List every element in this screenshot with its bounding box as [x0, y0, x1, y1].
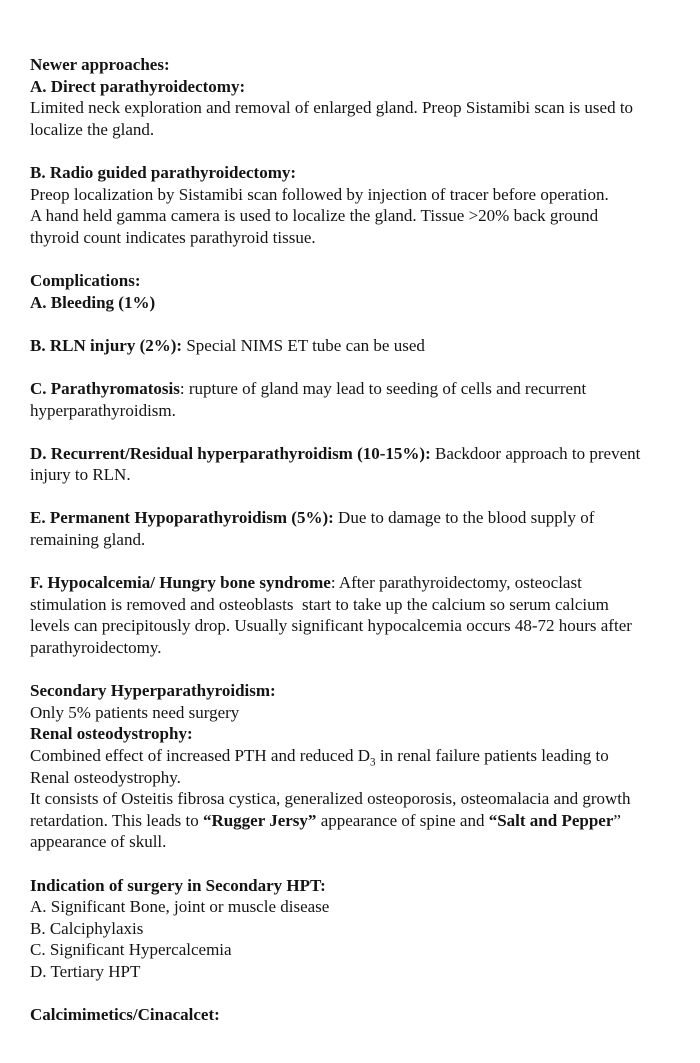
text-line [30, 205, 700, 227]
text-segment: in renal failure patients leading to [375, 746, 609, 765]
text-segment: C. Significant Hypercalcemia [30, 940, 232, 960]
text-line [30, 507, 700, 529]
text-line [30, 723, 700, 745]
text-segment-bold: E. Permanent Hypoparathyroidism (5%): [30, 508, 334, 528]
text-segment: injury to RLN. [30, 465, 131, 485]
text-line [30, 270, 700, 292]
text-segment: Special NIMS ET tube can be used [182, 335, 425, 355]
blank-line [30, 421, 700, 443]
blank-line [30, 659, 700, 681]
text-segment-bold: A. Bleeding (1%) [30, 292, 156, 312]
text-line [30, 227, 700, 249]
text-line [30, 961, 700, 983]
text-segment: It consists of Osteitis fibrosa cystica, generalized osteoporosis, osteomalacia and growth [30, 789, 631, 809]
text-line [30, 184, 700, 206]
text-segment: thyroid count indicates parathyroid tissue. [30, 227, 316, 247]
text-line [30, 443, 700, 465]
document-text-body [30, 54, 700, 1026]
text-segment-bold: Calcimimetics/Cinacalcet: [30, 1005, 220, 1025]
text-segment-bold: F. Hypocalcemia/ Hungry bone syndrome [30, 573, 331, 593]
text-segment: A. Significant Bone, joint or muscle disease [30, 897, 330, 917]
text-line [30, 745, 700, 767]
text-line [30, 464, 700, 486]
text-segment-bold: Indication of surgery in Secondary HPT: [30, 875, 326, 895]
text-line [30, 788, 700, 810]
text-segment-bold: “Salt and Pepper [488, 810, 614, 830]
text-segment-bold: Newer approaches: [30, 55, 170, 74]
text-segment: D. Tertiary HPT [30, 961, 141, 981]
text-segment-bold: Renal osteodystrophy: [30, 724, 193, 744]
text-line [30, 76, 700, 98]
text-line [30, 54, 700, 76]
blank-line [30, 486, 700, 508]
text-segment: appearance of skull. [30, 832, 167, 852]
text-line [30, 918, 700, 940]
text-line [30, 594, 700, 616]
text-line [30, 831, 700, 853]
text-segment: retardation. This leads to [30, 810, 203, 830]
text-line [30, 529, 700, 551]
blank-line [30, 551, 700, 573]
text-segment: remaining gland. [30, 530, 146, 550]
text-segment: Backdoor approach to prevent [430, 443, 641, 463]
blank-line [30, 983, 700, 1005]
text-segment: Limited neck exploration and removal of enlarged gland. Preop Sistamibi scan is used to [30, 98, 634, 118]
text-line [30, 637, 700, 659]
text-segment: Combined effect of increased PTH and reduced D [30, 746, 371, 765]
text-segment: localize the gland. [30, 119, 155, 139]
text-segment: levels can precipitously drop. Usually significant hypocalcemia occurs 48-72 hours after [30, 616, 632, 636]
text-line [30, 875, 700, 897]
text-segment-bold: Secondary Hyperparathyroidism: [30, 681, 276, 701]
text-line [30, 767, 700, 789]
text-line [30, 97, 700, 119]
text-line [30, 702, 700, 724]
text-segment-bold: D. Recurrent/Residual hyperparathyroidism (10-15%): [30, 443, 431, 463]
text-segment-bold: Complications: [30, 270, 141, 290]
text-line [30, 572, 700, 594]
text-segment: Renal osteodystrophy. [30, 767, 181, 787]
blank-line [30, 356, 700, 378]
text-segment: Preop localization by Sistamibi scan followed by injection of tracer before operation. [30, 184, 609, 204]
text-segment-bold: “Rugger Jersy” [202, 810, 317, 830]
text-segment: parathyroidectomy. [30, 638, 162, 658]
blank-line [30, 313, 700, 335]
text-segment: Due to damage to the blood supply of [333, 508, 595, 528]
text-line [30, 162, 700, 184]
blank-line [30, 853, 700, 875]
text-segment-subscript: 3 [370, 756, 376, 769]
text-segment-bold: B. RLN injury (2%): [30, 335, 183, 355]
text-segment: : rupture of gland may lead to seeding of cells and recurrent [179, 378, 587, 398]
text-segment: ” [613, 810, 621, 830]
text-segment: B. Calciphylaxis [30, 918, 144, 938]
text-line [30, 939, 700, 961]
text-line [30, 1004, 700, 1026]
text-segment: : After parathyroidectomy, osteoclast [330, 573, 582, 593]
text-line [30, 292, 700, 314]
text-segment: stimulation is removed and osteoblasts start to take up the calcium so serum calcium [30, 594, 609, 614]
text-line [30, 335, 700, 357]
text-line [30, 400, 700, 422]
text-segment-bold: C. Parathyromatosis [30, 378, 180, 398]
text-segment: appearance of spine and [316, 810, 489, 830]
text-line [30, 810, 700, 832]
blank-line [30, 248, 700, 270]
text-segment: hyperparathyroidism. [30, 400, 176, 420]
text-line [30, 378, 700, 400]
text-line [30, 615, 700, 637]
text-line [30, 680, 700, 702]
text-line [30, 896, 700, 918]
text-line [30, 119, 700, 141]
text-segment: A hand held gamma camera is used to localize the gland. Tissue >20% back ground [30, 206, 599, 226]
text-segment: Only 5% patients need surgery [30, 702, 240, 722]
text-segment-bold: B. Radio guided parathyroidectomy: [30, 162, 297, 182]
blank-line [30, 140, 700, 162]
text-segment-bold: A. Direct parathyroidectomy: [30, 76, 246, 96]
